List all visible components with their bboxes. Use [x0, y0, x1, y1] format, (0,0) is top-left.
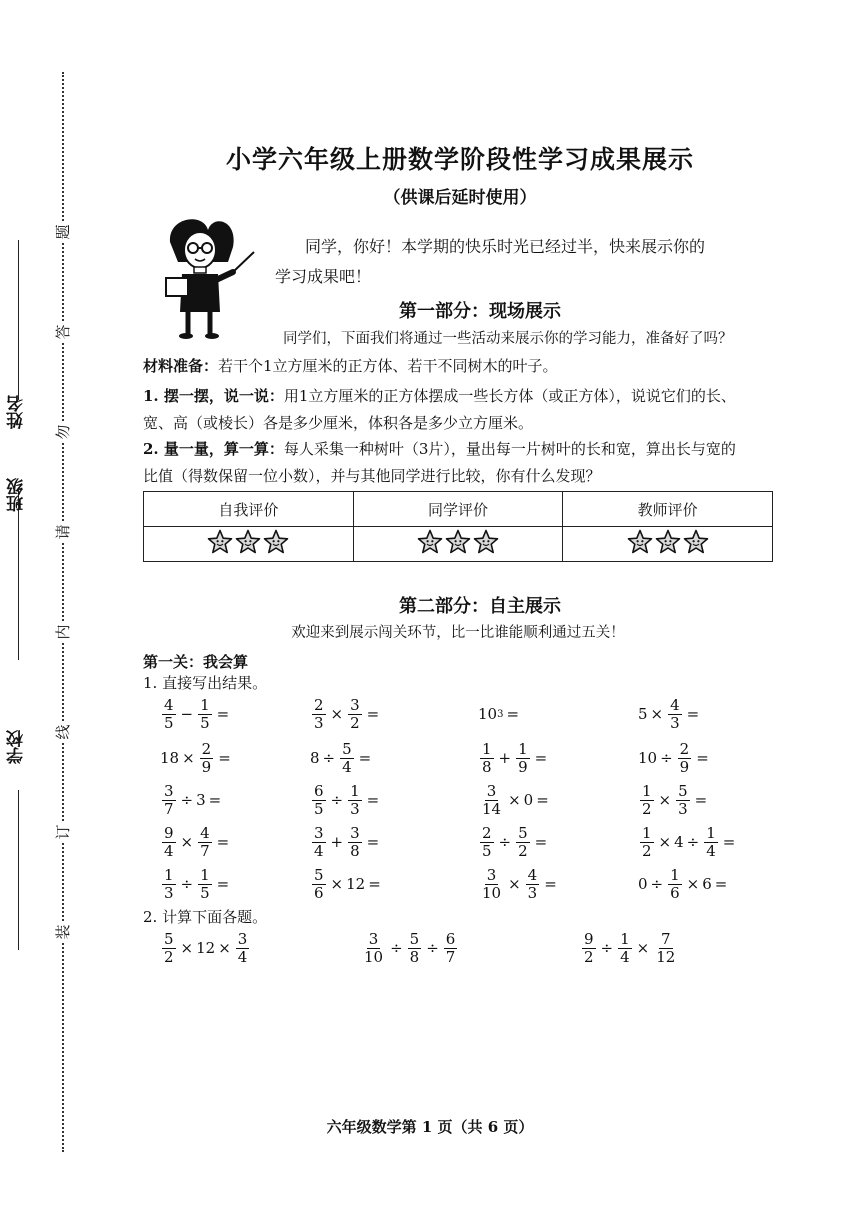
math-expr: $\frac{5}{6}$ × 12 =	[314, 865, 381, 902]
task1-label: 1. 摆一摆，说一说：	[143, 387, 284, 405]
math-expr: $\frac{1}{8}$ + $\frac{1}{9}$ =	[482, 739, 548, 776]
math-expr: $\frac{1}{3}$ ÷ $\frac{1}{5}$ =	[164, 865, 230, 902]
seal-char: 勿	[53, 422, 73, 442]
page-subtitle: （供课后延时使用）	[383, 188, 537, 208]
seal-char: 题	[53, 222, 73, 242]
materials-line	[143, 353, 558, 380]
task2-line-2: 比值（得数保留一位小数），并与其他同学进行比较，你有什么发现？	[143, 467, 601, 485]
seal-char: 线	[53, 722, 73, 742]
materials-label: 材料准备：	[143, 357, 219, 375]
math-expr: $\frac{3}{7}$ ÷ 3 =	[164, 781, 222, 818]
level1-heading: 第一关：我会算	[143, 653, 249, 671]
teacher-illustration	[158, 212, 258, 342]
intro-line-1: 同学，你好！本学期的快乐时光已经过半，快来展示你的	[305, 237, 706, 256]
intro-line-2: 学习成果吧！	[275, 267, 372, 286]
question-2: 2. 计算下面各题。	[143, 908, 268, 926]
math-row	[160, 862, 780, 906]
math-row	[160, 778, 780, 822]
task2-label: 2. 量一量，算一算：	[143, 440, 284, 458]
eval-header-self: 自我评价	[144, 492, 354, 527]
class-write-line	[18, 490, 19, 660]
star-icon	[263, 529, 289, 555]
school-write-line	[18, 790, 19, 950]
page-footer: 六年级数学第 1 页（共 6 页）	[326, 1118, 534, 1136]
star-icon	[627, 529, 653, 555]
star-icon	[235, 529, 261, 555]
math-expr: $\frac{3}{10}$ ÷ $\frac{5}{8}$ ÷ $\frac{6}{7}$	[364, 929, 456, 966]
math-row	[160, 820, 780, 864]
name-label: 姓名	[7, 395, 27, 429]
seal-char: 订	[53, 822, 73, 842]
class-label: 班级	[7, 478, 27, 512]
star-icon	[417, 529, 443, 555]
star-icon	[473, 529, 499, 555]
eval-stars-teacher	[563, 527, 773, 562]
star-icon	[445, 529, 471, 555]
math-expr: 18 × $\frac{2}{9}$ =	[160, 739, 231, 776]
math-expr: $\frac{3}{14}$ × 0 =	[482, 781, 549, 818]
star-icon	[655, 529, 681, 555]
math-expr: $\frac{9}{2}$ ÷ $\frac{1}{4}$ × $\frac{7}{12}$	[584, 929, 676, 966]
evaluation-table	[143, 491, 773, 562]
math-expr: 10 ÷ $\frac{2}{9}$ =	[638, 739, 709, 776]
seal-char: 答	[53, 322, 73, 342]
part2-heading: 第二部分：自主展示	[399, 596, 561, 617]
name-write-line	[18, 240, 19, 400]
page-title: 小学六年级上册数学阶段性学习成果展示	[225, 145, 694, 174]
math-row	[160, 736, 780, 780]
math-expr: $\frac{6}{5}$ ÷ $\frac{1}{3}$ =	[314, 781, 380, 818]
task1-text: 用1立方厘米的正方体摆成一些长方体（或正方体），说说它们的长、	[283, 387, 736, 405]
math-expr: 0 ÷ $\frac{1}{6}$ × 6 =	[638, 865, 728, 902]
math-expr: $\frac{1}{2}$ × $\frac{5}{3}$ =	[642, 781, 708, 818]
math-row	[160, 692, 780, 736]
part1-lead: 同学们，下面我们将通过一些活动来展示你的学习能力，准备好了吗？	[283, 331, 733, 347]
eval-header-teacher: 教师评价	[563, 492, 773, 527]
math-expr: $\frac{5}{2}$ × 12 × $\frac{3}{4}$	[164, 929, 248, 966]
school-label: 学校	[7, 730, 27, 764]
task2-line	[143, 436, 736, 463]
math-expr: $\frac{1}{2}$ × 4 ÷ $\frac{1}{4}$ =	[642, 823, 736, 860]
seal-char: 请	[53, 522, 73, 542]
star-icon	[683, 529, 709, 555]
math-expr: $\frac{4}{5}$ − $\frac{1}{5}$ =	[164, 695, 230, 732]
math-expr: 10 3 =	[478, 705, 520, 723]
task1-line-2: 宽、高（或棱长）各是多少厘米，体积各是多少立方厘米。	[143, 414, 534, 432]
math-expr: $\frac{2}{3}$ × $\frac{3}{2}$ =	[314, 695, 380, 732]
seal-char: 内	[53, 622, 73, 642]
math-row	[160, 926, 780, 970]
math-expr: $\frac{3}{4}$ + $\frac{3}{8}$ =	[314, 823, 380, 860]
task2-text: 每人采集一种树叶（3片），量出每一片树叶的长和宽，算出长与宽的	[283, 440, 736, 458]
math-expr: 5 × $\frac{4}{3}$ =	[638, 695, 700, 732]
question-1: 1. 直接写出结果。	[143, 674, 268, 692]
star-icon	[207, 529, 233, 555]
math-expr: $\frac{9}{4}$ × $\frac{4}{7}$ =	[164, 823, 230, 860]
math-expr: $\frac{3}{10}$ × $\frac{4}{3}$ =	[482, 865, 557, 902]
seal-char: 装	[53, 922, 73, 942]
part2-lead: 欢迎来到展示闯关环节，比一比谁能顺利通过五关！	[291, 625, 625, 641]
part1-heading: 第一部分：现场展示	[399, 301, 561, 322]
math-expr: 8 ÷ $\frac{5}{4}$ =	[310, 739, 372, 776]
materials-text: 若干个1立方厘米的正方体、若干不同树木的叶子。	[218, 357, 558, 375]
eval-stars-self	[144, 527, 354, 562]
math-expr: $\frac{2}{5}$ ÷ $\frac{5}{2}$ =	[482, 823, 548, 860]
eval-header-peer: 同学评价	[353, 492, 563, 527]
eval-stars-peer	[353, 527, 563, 562]
task1-line	[143, 383, 736, 410]
